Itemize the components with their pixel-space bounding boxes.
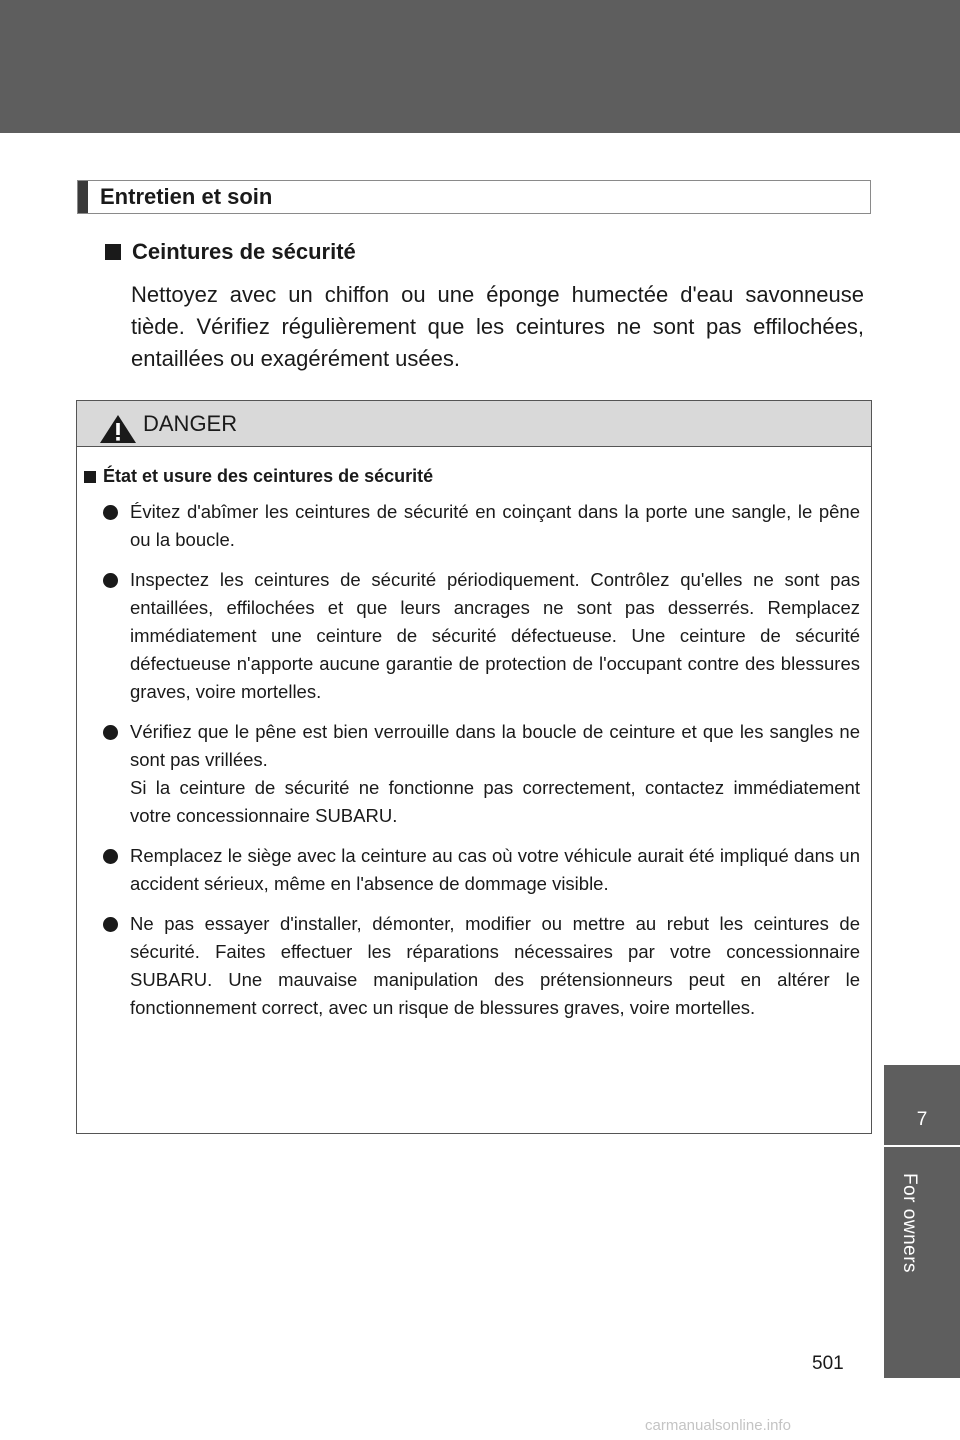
list-item-text-continued: Si la ceinture de sécurité ne fonctionne pas correctement, contactez immédiatement votre concessionnaire SUBARU.: [130, 777, 860, 826]
danger-header: [77, 401, 871, 447]
square-bullet-icon: [105, 244, 121, 260]
warning-triangle-icon: [99, 414, 137, 444]
list-item-text: Vérifiez que le pêne est bien verrouille dans la boucle de ceinture et que les sangles ne sont pas vrillées.: [130, 721, 860, 770]
list-item: [100, 842, 860, 898]
danger-topic-title: État et usure des ceintures de sécurité: [103, 466, 434, 486]
list-item: [100, 498, 860, 554]
list-item-text: Évitez d'abîmer les ceintures de sécurité en coinçant dans la porte une sangle, le pêne ou la boucle.: [130, 501, 860, 550]
section-title: Entretien et soin: [100, 184, 273, 209]
list-item: [100, 566, 860, 706]
subsection-body: Nettoyez avec un chiffon ou une éponge humectée d'eau savonneuse tiède. Vérifiez régulièrement que les ceintures ne sont pas effilochées, entaillées ou exagérément usées.: [131, 282, 864, 371]
section-bar: [78, 181, 88, 213]
chapter-tab[interactable]: [884, 1065, 960, 1378]
list-item-text: Ne pas essayer d'installer, démonter, modifier ou mettre au rebut les ceintures de sécurité. Faites effectuer les réparations nécessaires par votre concessionnaire SUBARU. Une mauvaise manipulation des prétensionneurs peut en altérer le fonctionnement correct, avec un risque de blessures graves, voire mortelles.: [130, 913, 860, 1018]
page-number: 501: [812, 1353, 844, 1374]
square-bullet-icon: [84, 471, 96, 483]
bullet-dot-icon: [103, 849, 118, 864]
subsection-heading: [105, 239, 356, 265]
chapter-label: For owners: [899, 1173, 920, 1274]
bullet-dot-icon: [103, 573, 118, 588]
watermark: carmanualsonline.info: [645, 1417, 791, 1434]
bullet-dot-icon: [103, 917, 118, 932]
list-item-text: Inspectez les ceintures de sécurité périodiquement. Contrôlez qu'elles ne sont pas entaillées, effilochées et que leurs ancrages ne sont pas desserrés. Remplacez immédiatement une ceinture de sécurité défectueuse. Une ceinture de sécurité défectueuse n'apporte aucune garantie de protection de l'occupant contre des blessures graves, voire mortelles.: [130, 569, 860, 702]
chapter-number: 7: [916, 1109, 928, 1130]
header-band: [0, 0, 960, 133]
list-item: [100, 910, 860, 1022]
list-item: [100, 718, 860, 830]
chapter-divider: [884, 1145, 960, 1147]
section-header: [77, 180, 871, 214]
bullet-dot-icon: [103, 505, 118, 520]
danger-label: DANGER: [143, 411, 238, 436]
danger-topic: [84, 466, 433, 487]
danger-list: [100, 498, 860, 1034]
bullet-dot-icon: [103, 725, 118, 740]
subsection-title: Ceintures de sécurité: [132, 239, 356, 264]
list-item-text: Remplacez le siège avec la ceinture au cas où votre véhicule aurait été impliqué dans un accident sérieux, même en l'absence de dommage visible.: [130, 845, 860, 894]
